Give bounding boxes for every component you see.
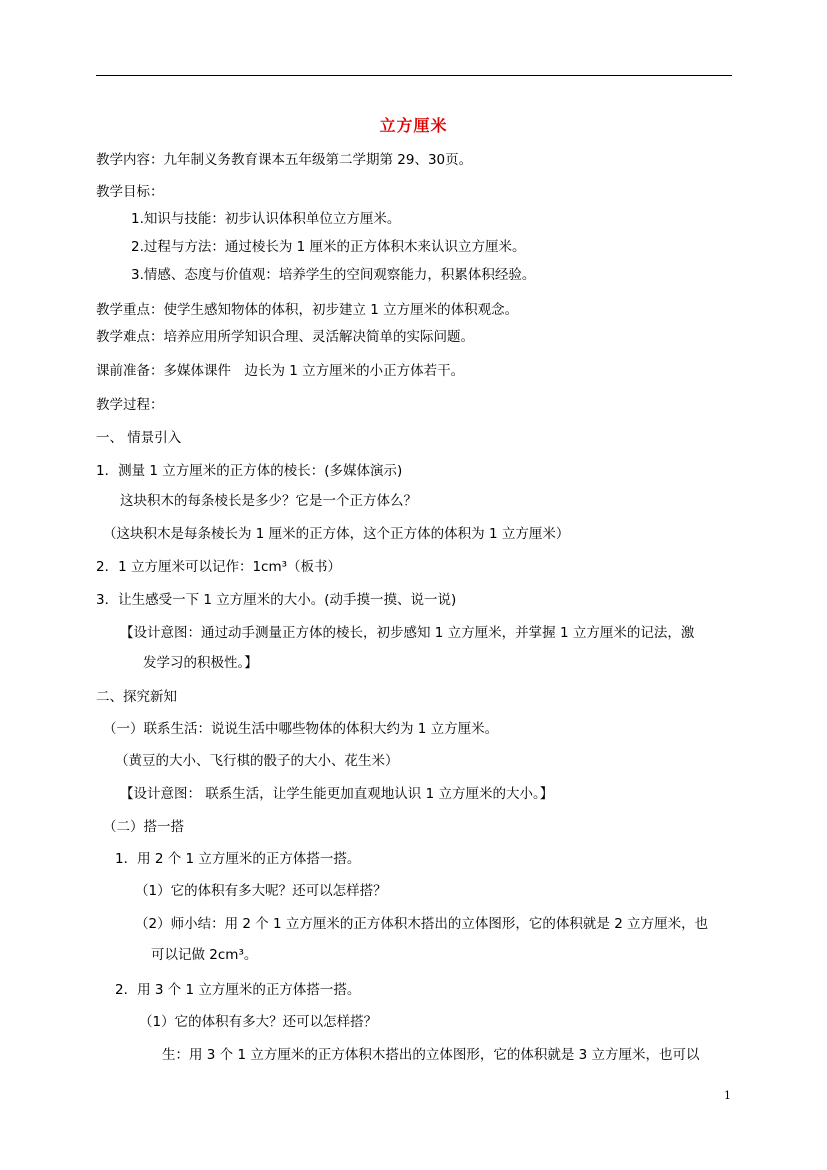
subsection-1: （一）联系生活：说说生活中哪些物体的体积大约为 1 立方厘米。	[103, 721, 499, 737]
build-step-1-q2-cont: 可以记做 2cm³。	[151, 947, 258, 963]
objective-3: 3.情感、态度与价值观：培养学生的空间观察能力，积累体积经验。	[131, 267, 536, 283]
build-step-1-q1: （1）它的体积有多大呢？还可以怎样搭？	[135, 883, 387, 899]
step-1-answer: （这块积木是每条棱长为 1 厘米的正方体，这个正方体的体积为 1 立方厘米）	[103, 526, 570, 542]
design-intent-2: 【设计意图： 联系生活，让学生能更加直观地认识 1 立方厘米的大小。】	[120, 786, 554, 802]
objective-2: 2.过程与方法：通过棱长为 1 厘米的正方体积木来认识立方厘米。	[131, 239, 526, 255]
step-2: 2．1 立方厘米可以记作：1cm³（板书）	[96, 559, 342, 575]
step-1: 1．测量 1 立方厘米的正方体的棱长：(多媒体演示)	[96, 463, 403, 479]
difficult-point: 教学难点：培养应用所学知识合理、灵活解决简单的实际问题。	[96, 329, 474, 345]
section-1-heading: 一、 情景引入	[96, 430, 182, 446]
build-step-2: 2．用 3 个 1 立方厘米的正方体搭一搭。	[115, 982, 361, 998]
build-step-1: 1．用 2 个 1 立方厘米的正方体搭一搭。	[115, 851, 361, 867]
page-number: 1	[724, 1089, 731, 1102]
teaching-content: 教学内容：九年制义务教育课本五年级第二学期第 29、30页。	[96, 152, 473, 168]
process-heading: 教学过程：	[96, 397, 164, 413]
objective-1: 1.知识与技能：初步认识体积单位立方厘米。	[131, 211, 401, 227]
design-intent-1: 【设计意图：通过动手测量正方体的棱长，初步感知 1 立方厘米，并掌握 1 立方厘米的记法，激	[120, 625, 695, 641]
section-2-heading: 二、探究新知	[96, 689, 177, 705]
document-title: 立方厘米	[379, 116, 448, 135]
objectives-heading: 教学目标：	[96, 184, 164, 200]
header-rule	[96, 75, 732, 76]
design-intent-1-cont: 发学习的积极性。】	[143, 655, 258, 671]
subsection-2: （二）搭一搭	[103, 819, 184, 835]
step-3: 3．让生感受一下 1 立方厘米的大小。(动手摸一摸、说一说)	[96, 592, 457, 608]
preparation: 课前准备：多媒体课件 边长为 1 立方厘米的小正方体若干。	[96, 363, 465, 379]
key-point: 教学重点：使学生感知物体的体积，初步建立 1 立方厘米的体积观念。	[96, 302, 519, 318]
build-step-2-answer: 生：用 3 个 1 立方厘米的正方体积木搭出的立体图形，它的体积就是 3 立方厘米，也可以	[162, 1047, 700, 1063]
step-1-question: 这块积木的每条棱长是多少？它是一个正方体么？	[120, 493, 417, 509]
build-step-2-q1: （1）它的体积有多大？还可以怎样搭？	[139, 1014, 378, 1030]
subsection-1-examples: （黄豆的大小、飞行棋的骰子的大小、花生米）	[115, 753, 399, 769]
build-step-1-q2: （2）师小结：用 2 个 1 立方厘米的正方体积木搭出的立体图形，它的体积就是 2 立方厘米，也	[135, 916, 709, 932]
